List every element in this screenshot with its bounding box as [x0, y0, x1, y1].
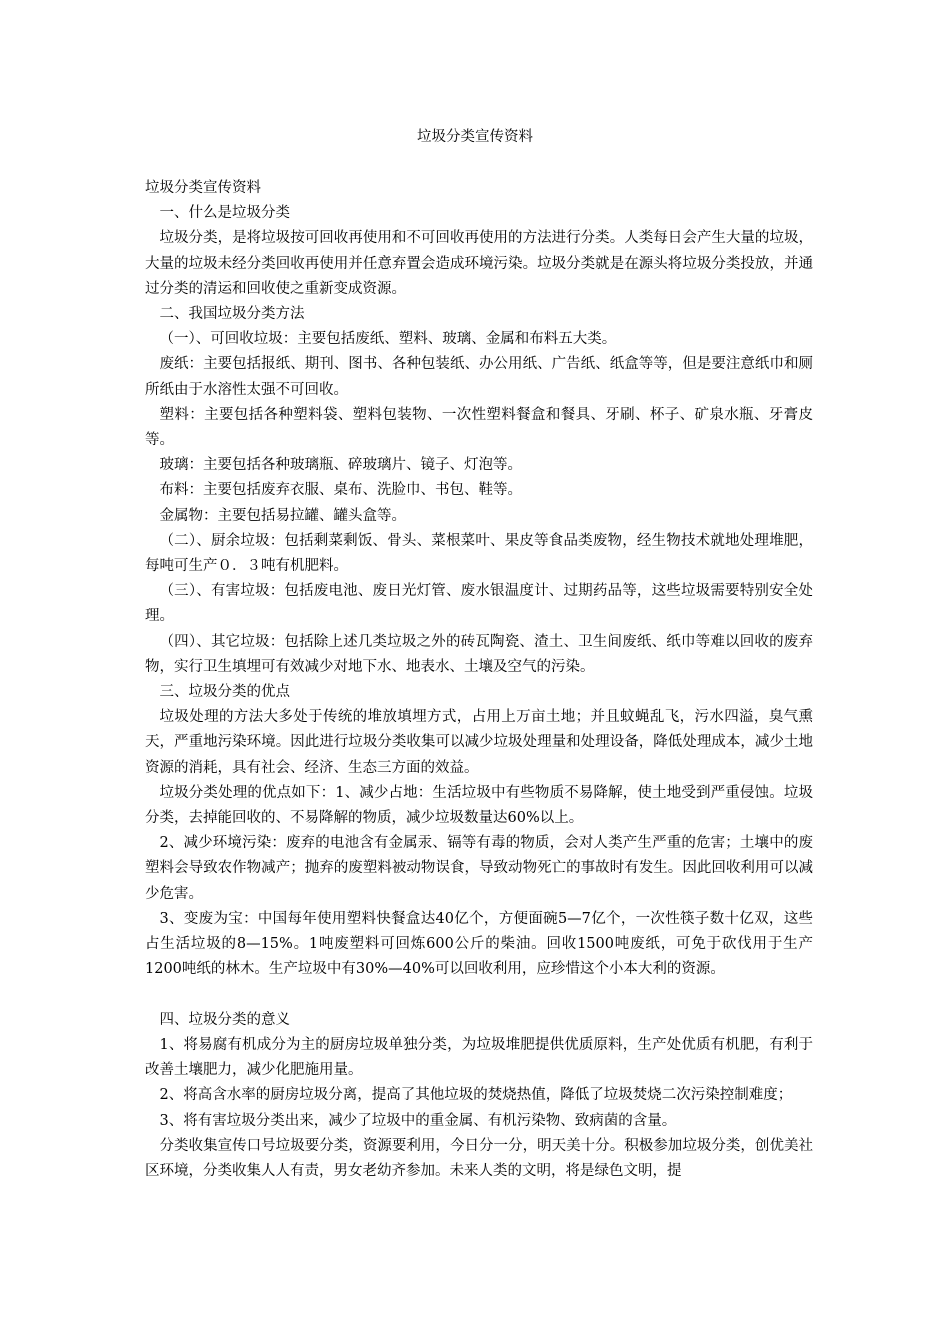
paragraph: （二）、厨余垃圾：包括剩菜剩饭、骨头、菜根菜叶、果皮等食品类废物，经生物技术就地处理堆肥，每吨可生产０．３吨有机肥料。 [145, 532, 813, 575]
paragraph: （四）、其它垃圾：包括除上述几类垃圾之外的砖瓦陶瓷、渣土、卫生间废纸、纸巾等难以回收的废弃物，实行卫生填埋可有效减少对地下水、地表水、土壤及空气的污染。 [145, 633, 813, 675]
paragraph: 垃圾分类，是将垃圾按可回收再使用和不可回收再使用的方法进行分类。人类每日会产生大量的垃圾，大量的垃圾未经分类回收再使用并任意弃置会造成环境污染。垃圾分类就是在源头将垃圾分类投放，并通过分类的清运和回收使之重新变成资源。 [145, 230, 813, 297]
paragraph: 3、将有害垃圾分类出来，减少了垃圾中的重金属、有机污染物、致病菌的含量。 [159, 1112, 677, 1129]
body-heading: 垃圾分类宣传资料 [145, 180, 261, 196]
section-heading: 二、我国垃圾分类方法 [159, 306, 305, 323]
paragraph: 分类收集宣传口号垃圾要分类，资源要利用，今日分一分，明天美十分。积极参加垃圾分类，创优美社区环境，分类收集人人有责，男女老幼齐参加。未来人类的文明，将是绿色文明，提 [145, 1137, 813, 1179]
paragraph: 玻璃：主要包括各种玻璃瓶、碎玻璃片、镜子、灯泡等。 [159, 457, 522, 474]
paragraph: 1、将易腐有机成分为主的厨房垃圾单独分类，为垃圾堆肥提供优质原料，生产处优质有机肥，有利于改善土壤肥力，减少化肥施用量。 [145, 1036, 813, 1079]
section-heading: 四、垃圾分类的意义 [159, 1011, 290, 1028]
paragraph: 3、变废为宝：中国每年使用塑料快餐盒达40亿个，方便面碗5—7亿个，一次性筷子数十亿双，这些占生活垃圾的8—15%。1吨废塑料可回炼600公斤的柴油。回收1500吨废纸，可免于砍伐用于生产1200吨纸的林木。生产垃圾中有30%—40%可以回收利用，应珍惜这个小本大利的资源。 [145, 910, 813, 978]
paragraph: 金属物：主要包括易拉罐、罐头盒等。 [159, 507, 406, 524]
paragraph: 废纸：主要包括报纸、期刊、图书、各种包装纸、办公用纸、广告纸、纸盒等等，但是要注意纸巾和厕所纸由于水溶性太强不可回收。 [145, 356, 813, 398]
paragraph: （一）、可回收垃圾：主要包括废纸、塑料、玻璃、金属和布料五大类。 [159, 331, 617, 348]
paragraph: 塑料：主要包括各种塑料袋、塑料包装物、一次性塑料餐盒和餐具、牙刷、杯子、矿泉水瓶、牙膏皮等。 [145, 406, 813, 449]
paragraph: （三）、有害垃圾：包括废电池、废日光灯管、废水银温度计、过期药品等，这些垃圾需要特别安全处理。 [145, 583, 813, 625]
paragraph: 垃圾分类处理的优点如下：1、减少占地：生活垃圾中有些物质不易降解，使土地受到严重侵蚀。垃圾分类，去掉能回收的、不易降解的物质，减少垃圾数量达60%以上。 [145, 784, 813, 827]
document-body [145, 176, 813, 1184]
paragraph: 布料：主要包括废弃衣服、桌布、洗脸巾、书包、鞋等。 [159, 482, 522, 499]
paragraph: 垃圾处理的方法大多处于传统的堆放填埋方式，占用上万亩土地；并且蚊蝇乱飞，污水四溢，臭气熏天，严重地污染环境。因此进行垃圾分类收集可以减少垃圾处理量和处理设备，降低处理成本，减少土地资源的消耗，具有社会、经济、生态三方面的效益。 [145, 709, 813, 776]
blank-line [145, 983, 813, 1008]
document-title: 垃圾分类宣传资料 [417, 129, 533, 145]
section-heading: 一、什么是垃圾分类 [159, 205, 290, 222]
section-heading: 三、垃圾分类的优点 [159, 684, 290, 701]
paragraph: 2、减少环境污染：废弃的电池含有金属汞、镉等有毒的物质，会对人类产生严重的危害；土壤中的废塑料会导致农作物减产；抛弃的废塑料被动物误食，导致动物死亡的事故时有发生。因此回收利用可以减少危害。 [145, 835, 813, 902]
paragraph: 2、将高含水率的厨房垃圾分离，提高了其他垃圾的焚烧热值，降低了垃圾焚烧二次污染控制难度； [159, 1087, 793, 1104]
